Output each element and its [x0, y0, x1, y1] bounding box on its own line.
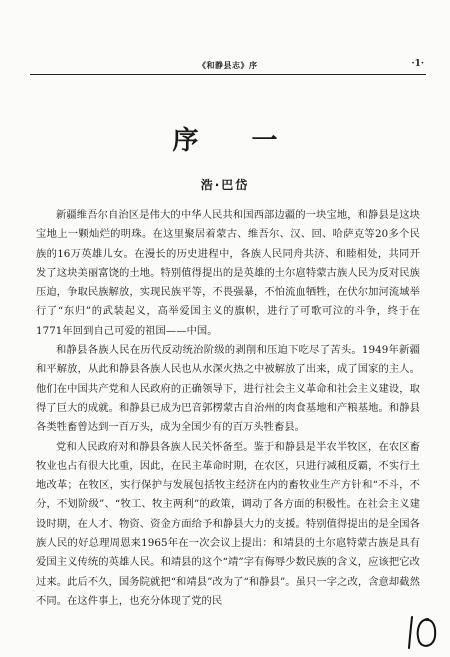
chapter-title: 序 一 [172, 126, 300, 156]
header-rule [30, 74, 426, 75]
body-text [36, 206, 420, 611]
page-number: ·1· [411, 59, 424, 69]
running-header-title: 《和静县志》序 [198, 60, 258, 70]
paragraph-3: 党和人民政府对和静县各族人民关怀备至。鉴于和静县是半农半牧区，在农区畜牧业也占有很大比重，因此，在民主革命时期，在农区，只进行减租反霸，不实行土地改革；在牧区，实行保护与发展包括牧主经济在内的畜牧业生产方针和“不斗，不分，不划阶级”、“牧工、牧主两利”的政策，调动了各方面的积极性。在社会主义建设时期，在人才、物资、资金方面给予和静县大力的支援。特别值得提出的是全国各族人民的好总理周恩来1965年在一次会议上提出：和靖县的土尔扈特蒙古族是具有爱国主义传统的英雄人民。和靖县的这个“靖”字有侮辱少数民族的含义，应该把它改过来。此后不久，国务院就把“和靖县”改为了“和静县”。虽只一字之改，含意却截然不同。在这件事上，也充分体现了党的民 [36, 440, 420, 607]
running-header [30, 58, 426, 72]
paragraph-1: 新疆维吾尔自治区是伟大的中华人民共和国西部边疆的一块宝地，和静县是这块宝地上一颗灿烂的明珠。在这里聚居着蒙古、维吾尔、汉、回、哈萨克等20多个民族的16万英雄儿女。在漫长的历史进程中，各族人民同舟共济、和睦相处，共同开发了这块美丽富饶的土地。特别值得提出的是英雄的土尔扈特蒙古族人民为反对民族压迫，争取民族解放，实现民族平等，不畏强暴，不怕流血牺牲，在伏尔加河流域举行了“东归”的武装起义，高举爱国主义的旗帜，进行了可歌可泣的斗争，终于在1771年回到自己可爱的祖国——中国。 [36, 209, 420, 337]
paragraph-2: 和静县各族人民在历代反动统治阶级的剥削和压迫下吃尽了苦头。1949年新疆和平解放，从此和静县各族人民也从水深火热之中被解放了出来，成了国家的主人。他们在中国共产党和人民政府的正确领导下，进行社会主义革命和社会主义建设，取得了巨大的成就。和静县已成为巴音郭楞蒙古自治州的肉食基地和产粮基地。和静县各类牲畜曾达到一百万头，成为全国少有的百万头牲畜县。 [36, 344, 420, 434]
handwritten-page-mark [404, 614, 438, 650]
author-name: 浩·巴岱 [200, 178, 250, 192]
